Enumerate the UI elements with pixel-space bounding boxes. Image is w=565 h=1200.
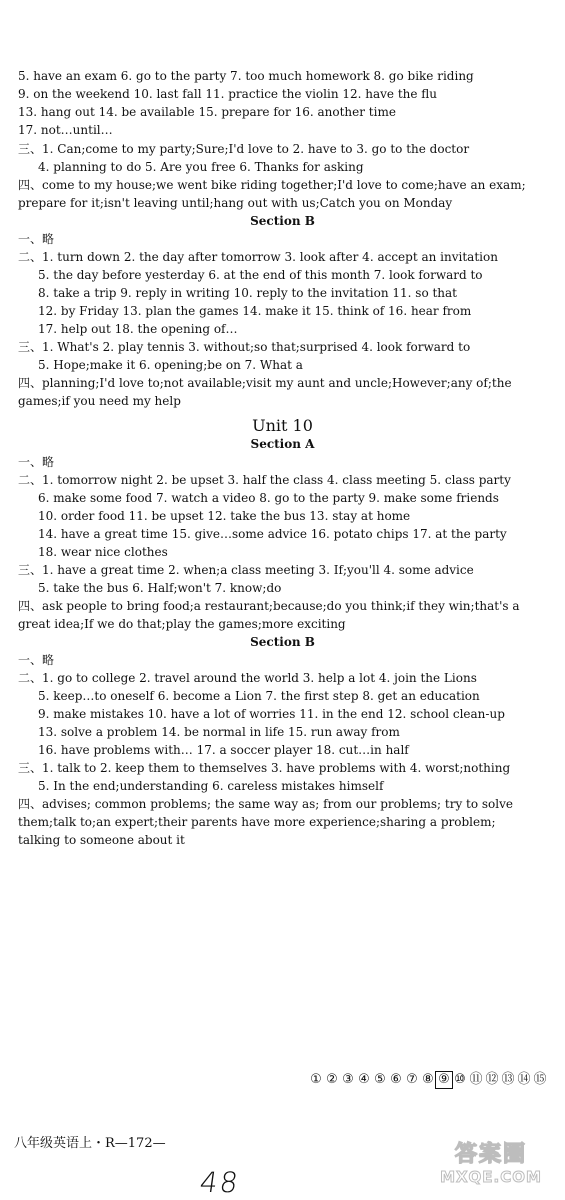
unit-index-number: ①: [310, 1072, 322, 1087]
answer-line: them;talk to;an expert;their parents have more experience;sharing a problem;: [18, 815, 496, 829]
answer-line: 一、略: [18, 653, 55, 667]
answer-line: 一、略: [18, 232, 55, 246]
answer-line: 5. keep…to oneself 6. become a Lion 7. the first step 8. get an education: [38, 689, 480, 703]
unit-index-number: ⑧: [422, 1072, 434, 1087]
unit-index-number: ⑬: [501, 1072, 515, 1087]
answer-line: 9. make mistakes 10. have a lot of worries 11. in the end 12. school clean-up: [38, 707, 505, 721]
unit-title: Unit 10: [252, 416, 313, 435]
answer-line: 三、1. Can;come to my party;Sure;I'd love to 2. have to 3. go to the doctor: [18, 142, 470, 156]
answer-line: 18. wear nice clothes: [38, 545, 168, 559]
answer-line: games;if you need my help: [18, 394, 181, 408]
answer-line: 12. by Friday 13. plan the games 14. make it 15. think of 16. hear from: [38, 304, 472, 318]
answer-line: 14. have a great time 15. give…some advice 16. potato chips 17. at the party: [38, 527, 507, 541]
answer-line: 5. the day before yesterday 6. at the end of this month 7. look forward to: [38, 268, 483, 282]
answer-line: 13. solve a problem 14. be normal in life 15. run away from: [38, 725, 400, 739]
watermark-logo: [425, 1128, 557, 1194]
answer-line: 10. order food 11. be upset 12. take the bus 13. stay at home: [38, 509, 411, 523]
answer-line: 13. hang out 14. be available 15. prepare for 16. another time: [18, 105, 396, 119]
section-heading: Section A: [250, 437, 315, 451]
unit-index-number: ⑦: [406, 1072, 418, 1087]
answer-line: 四、advises; common problems; the same way as; from our problems; try to solve: [18, 797, 513, 811]
page-footer: 八年级英语上・R—172—: [14, 1136, 166, 1151]
answer-line: 8. take a trip 9. reply in writing 10. reply to the invitation 11. so that: [38, 286, 458, 300]
answer-line: 四、ask people to bring food;a restaurant;because;do you think;if they win;that's a: [18, 599, 520, 613]
unit-index-strip: [308, 1072, 548, 1088]
answer-line: 17. help out 18. the opening of…: [38, 322, 238, 336]
answer-line: great idea;If we do that;play the games;more exciting: [18, 617, 346, 631]
unit-index-number: ⑤: [374, 1072, 386, 1087]
answer-line: 16. have problems with… 17. a soccer player 18. cut…in half: [38, 743, 409, 757]
unit-index-current: ⑨: [436, 1072, 452, 1088]
answer-line: 二、1. go to college 2. travel around the world 3. help a lot 4. join the Lions: [18, 671, 477, 685]
answer-line: prepare for it;isn't leaving until;hang out with us;Catch you on Monday: [18, 196, 453, 210]
answer-line: 二、1. tomorrow night 2. be upset 3. half the class 4. class meeting 5. class party: [18, 473, 511, 487]
unit-index-number: ④: [358, 1072, 370, 1087]
section-heading: Section B: [250, 635, 315, 649]
unit-index-number: ⑫: [485, 1072, 499, 1087]
handwritten-note: 48: [197, 1166, 242, 1199]
unit-index-number: ⑭: [517, 1072, 531, 1087]
watermark-mark: 答案圈: [454, 1141, 527, 1167]
answer-line: 三、1. What's 2. play tennis 3. without;so that;surprised 4. look forward to: [18, 340, 471, 354]
unit-index-number: ⑩: [454, 1072, 466, 1087]
answer-line: 5. In the end;understanding 6. careless mistakes himself: [38, 779, 384, 793]
answer-line: 17. not…until…: [18, 123, 113, 137]
answer-line: 5. Hope;make it 6. opening;be on 7. What a: [38, 358, 303, 372]
answer-line: 三、1. talk to 2. keep them to themselves 3. have problems with 4. worst;nothing: [18, 761, 511, 775]
unit-index-number: ⑪: [469, 1072, 483, 1087]
section-heading: Section B: [250, 214, 315, 228]
answer-line: talking to someone about it: [18, 833, 185, 847]
unit-index-number: ②: [326, 1072, 338, 1087]
unit-index-number: ⑥: [390, 1072, 402, 1087]
answer-line: 5. take the bus 6. Half;won't 7. know;do: [38, 581, 282, 595]
answer-line: 三、1. have a great time 2. when;a class meeting 3. If;you'll 4. some advice: [18, 563, 474, 577]
answer-line: 9. on the weekend 10. last fall 11. practice the violin 12. have the flu: [18, 87, 438, 101]
answer-line: 5. have an exam 6. go to the party 7. too much homework 8. go bike riding: [18, 69, 474, 83]
answer-line: 一、略: [18, 455, 55, 469]
answer-line: 二、1. turn down 2. the day after tomorrow 3. look after 4. accept an invitation: [18, 250, 498, 264]
answer-line: 4. planning to do 5. Are you free 6. Thanks for asking: [38, 160, 364, 174]
answer-line: 6. make some food 7. watch a video 8. go to the party 9. make some friends: [38, 491, 499, 505]
answer-line: 四、planning;I'd love to;not available;visit my aunt and uncle;However;any of;the: [18, 376, 512, 390]
unit-index-number: ⑮: [533, 1072, 547, 1087]
answer-line: 四、come to my house;we went bike riding together;I'd love to come;have an exam;: [18, 178, 526, 192]
watermark-url: MXQE.COM: [440, 1167, 542, 1186]
unit-index-number: ③: [342, 1072, 354, 1087]
